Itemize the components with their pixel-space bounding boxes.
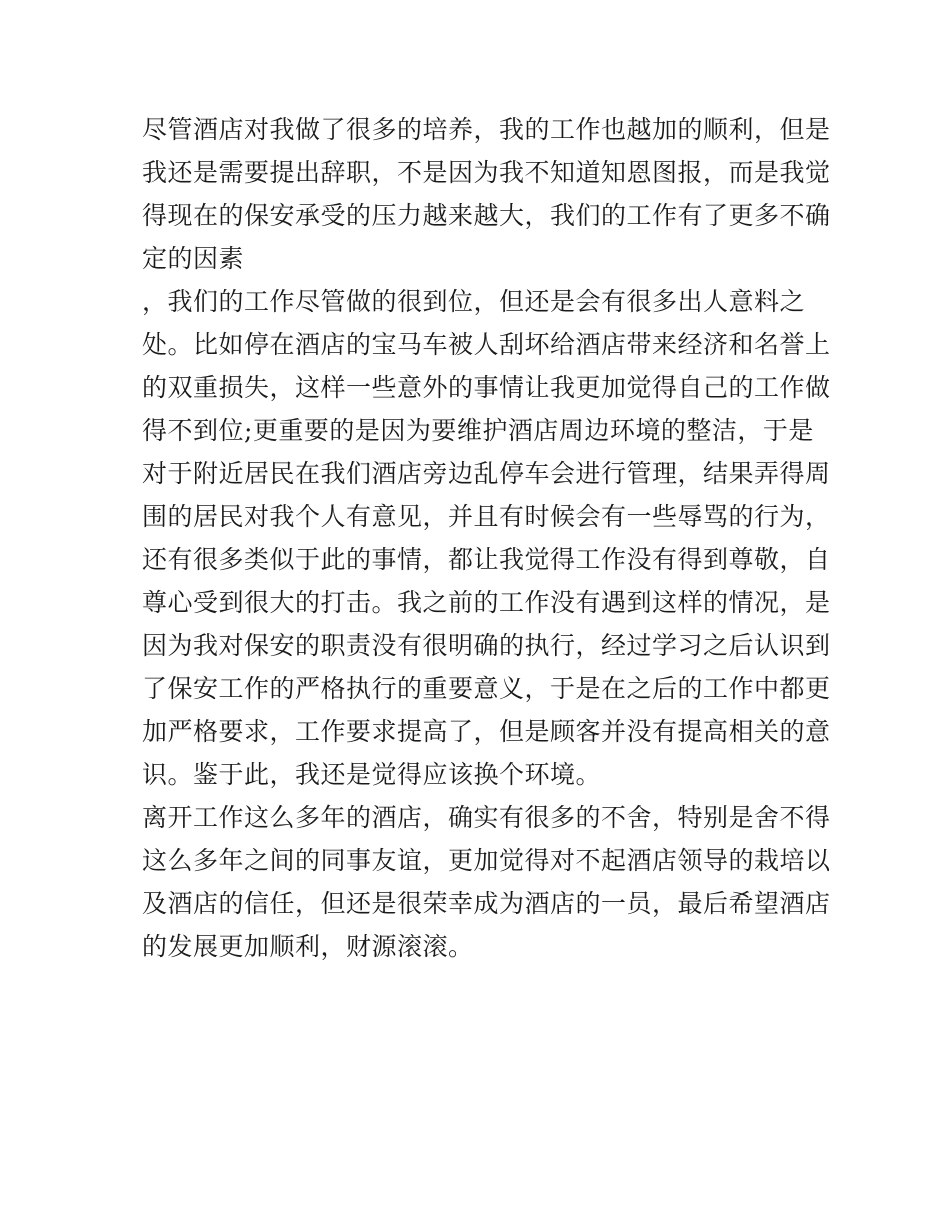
text-line: 得现在的保安承受的压力越来越大，我们的工作有了更多不确 bbox=[142, 201, 831, 230]
text-line: 处。比如停在酒店的宝马车被人刮坏给酒店带来经济和名誉上 bbox=[142, 330, 831, 359]
text-line: 我还是需要提出辞职，不是因为我不知道知恩图报，而是我觉 bbox=[142, 158, 831, 187]
text-line: ，我们的工作尽管做的很到位，但还是会有很多出人意料之 bbox=[142, 287, 806, 316]
body-text bbox=[142, 108, 831, 968]
text-line: 对于附近居民在我们酒店旁边乱停车会进行管理，结果弄得周 bbox=[142, 459, 831, 488]
text-line: 离开工作这么多年的酒店，确实有很多的不舍，特别是舍不得 bbox=[142, 803, 831, 832]
text-line: 因为我对保安的职责没有很明确的执行，经过学习之后认识到 bbox=[142, 631, 831, 660]
text-line: 尊心受到很大的打击。我之前的工作没有遇到这样的情况，是 bbox=[142, 588, 831, 617]
text-line: 识。鉴于此，我还是觉得应该换个环境。 bbox=[142, 760, 602, 789]
text-line: 定的因素 bbox=[142, 244, 245, 273]
text-line: 及酒店的信任，但还是很荣幸成为酒店的一员，最后希望酒店 bbox=[142, 889, 831, 918]
text-line: 的发展更加顺利，财源滚滚。 bbox=[142, 932, 474, 961]
text-line: 加严格要求，工作要求提高了，但是顾客并没有提高相关的意 bbox=[142, 717, 831, 746]
text-line: 这么多年之间的同事友谊，更加觉得对不起酒店领导的栽培以 bbox=[142, 846, 831, 875]
text-line: 的双重损失，这样一些意外的事情让我更加觉得自己的工作做 bbox=[142, 373, 831, 402]
text-line: 围的居民对我个人有意见，并且有时候会有一些辱骂的行为， bbox=[142, 502, 831, 531]
text-line: 得不到位;更重要的是因为要维护酒店周边环境的整洁，于是 bbox=[142, 416, 814, 445]
text-line: 尽管酒店对我做了很多的培养，我的工作也越加的顺利，但是 bbox=[142, 115, 831, 144]
text-line: 了保安工作的严格执行的重要意义，于是在之后的工作中都更 bbox=[142, 674, 831, 703]
text-line: 还有很多类似于此的事情，都让我觉得工作没有得到尊敬，自 bbox=[142, 545, 831, 574]
